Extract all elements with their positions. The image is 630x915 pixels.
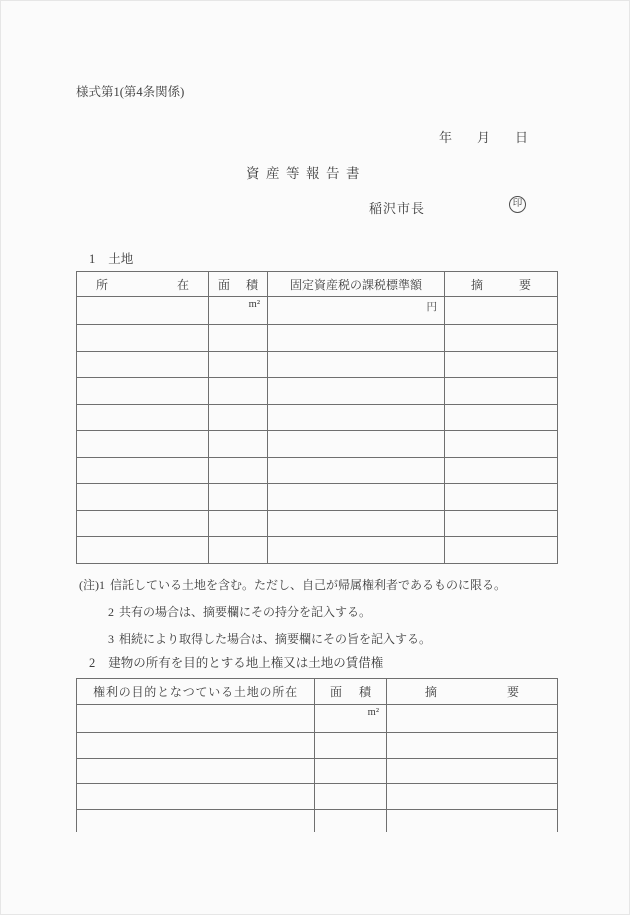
section-land-label: 土地 [108,252,134,266]
note-text: 信託している土地を含む。ただし、自己が帰属権利者であるものに限る。 [110,578,507,592]
empty-cell [387,705,558,733]
land-table-row [77,457,558,484]
leasehold-table-row [77,733,558,759]
land-table-row [77,404,558,431]
empty-cell [268,404,445,431]
land-table-header-row [77,272,558,297]
section-land-number: 1 [89,252,96,266]
empty-cell [77,484,209,511]
note-text: 共有の場合は、摘要欄にその持分を記入する。 [119,605,372,619]
leasehold-col-location: 権利の目的となつている土地の所在 [77,679,315,705]
empty-cell [77,705,315,733]
leasehold-col-remarks: 摘要 [387,679,558,705]
empty-cell [315,784,387,810]
empty-cell [77,758,315,784]
note-prefix: 3 [108,632,114,646]
land-col-tax: 固定資産税の課税標準額 [268,272,445,297]
empty-cell [268,484,445,511]
empty-cell [77,404,209,431]
leasehold-table-unit-row [77,705,558,733]
empty-cell [268,457,445,484]
empty-cell [209,431,268,458]
land-table-container [76,271,558,564]
note-prefix: (注)1 [79,578,105,592]
leasehold-col-area: 面積 [315,679,387,705]
land-table-row [77,537,558,564]
date-month-label: 月 [477,130,491,145]
section-land-heading [89,249,133,267]
empty-cell [77,784,315,810]
empty-cell [387,758,558,784]
land-unit-area: m² [209,297,268,325]
empty-cell [445,484,558,511]
section-leasehold-number: 2 [89,656,96,670]
empty-cell [209,351,268,378]
land-col-area: 面積 [209,272,268,297]
empty-cell [268,431,445,458]
empty-cell [77,378,209,405]
empty-cell [209,537,268,564]
empty-cell [445,297,558,325]
empty-cell [315,733,387,759]
seal-icon [509,196,526,213]
date-day-label: 日 [515,130,529,145]
note-text: 相続により取得した場合は、摘要欄にその旨を記入する。 [119,632,432,646]
empty-cell [77,733,315,759]
empty-cell [209,378,268,405]
note-line-1 [79,578,506,592]
empty-cell [77,325,209,352]
empty-cell [77,809,315,832]
note-line-2 [108,605,371,619]
leasehold-unit-area: m² [315,705,387,733]
empty-cell [387,733,558,759]
leasehold-table-container [76,678,558,832]
empty-cell [77,431,209,458]
empty-cell [315,758,387,784]
empty-cell [268,325,445,352]
land-table-row [77,351,558,378]
addressee: 稲沢市長 [369,201,426,216]
empty-cell [77,351,209,378]
empty-cell [315,809,387,832]
empty-cell [445,510,558,537]
leasehold-table-row [77,809,558,832]
empty-cell [387,809,558,832]
empty-cell [209,404,268,431]
empty-cell [445,404,558,431]
land-table-row [77,378,558,405]
empty-cell [445,378,558,405]
empty-cell [268,378,445,405]
empty-cell [445,325,558,352]
empty-cell [77,537,209,564]
leasehold-table-row [77,758,558,784]
empty-cell [445,537,558,564]
seal-label: 印 [512,198,523,209]
empty-cell [445,351,558,378]
document-title: 資産等報告書 [246,166,366,181]
date-year-label: 年 [439,130,453,145]
empty-cell [387,784,558,810]
leasehold-table-row [77,784,558,810]
land-table-unit-row [77,297,558,325]
land-table-row [77,325,558,352]
empty-cell [209,484,268,511]
note-line-3 [108,632,431,646]
form-number: 様式第1(第4条関係) [76,85,185,99]
land-table-row [77,431,558,458]
section-leasehold-label: 建物の所有を目的とする地上権又は土地の賃借権 [108,656,384,670]
empty-cell [268,510,445,537]
land-table-row [77,510,558,537]
date-line [439,127,528,146]
empty-cell [77,297,209,325]
section-leasehold-heading [89,653,383,671]
empty-cell [445,431,558,458]
empty-cell [209,457,268,484]
leasehold-table-header-row [77,679,558,705]
leasehold-table [76,678,558,832]
empty-cell [268,351,445,378]
land-col-location: 所在 [77,272,209,297]
land-unit-tax: 円 [268,297,445,325]
land-table-row [77,484,558,511]
land-col-remarks: 摘要 [445,272,558,297]
empty-cell [445,457,558,484]
empty-cell [77,510,209,537]
empty-cell [268,537,445,564]
empty-cell [209,510,268,537]
empty-cell [77,457,209,484]
land-table [76,271,558,564]
empty-cell [209,325,268,352]
note-prefix: 2 [108,605,114,619]
